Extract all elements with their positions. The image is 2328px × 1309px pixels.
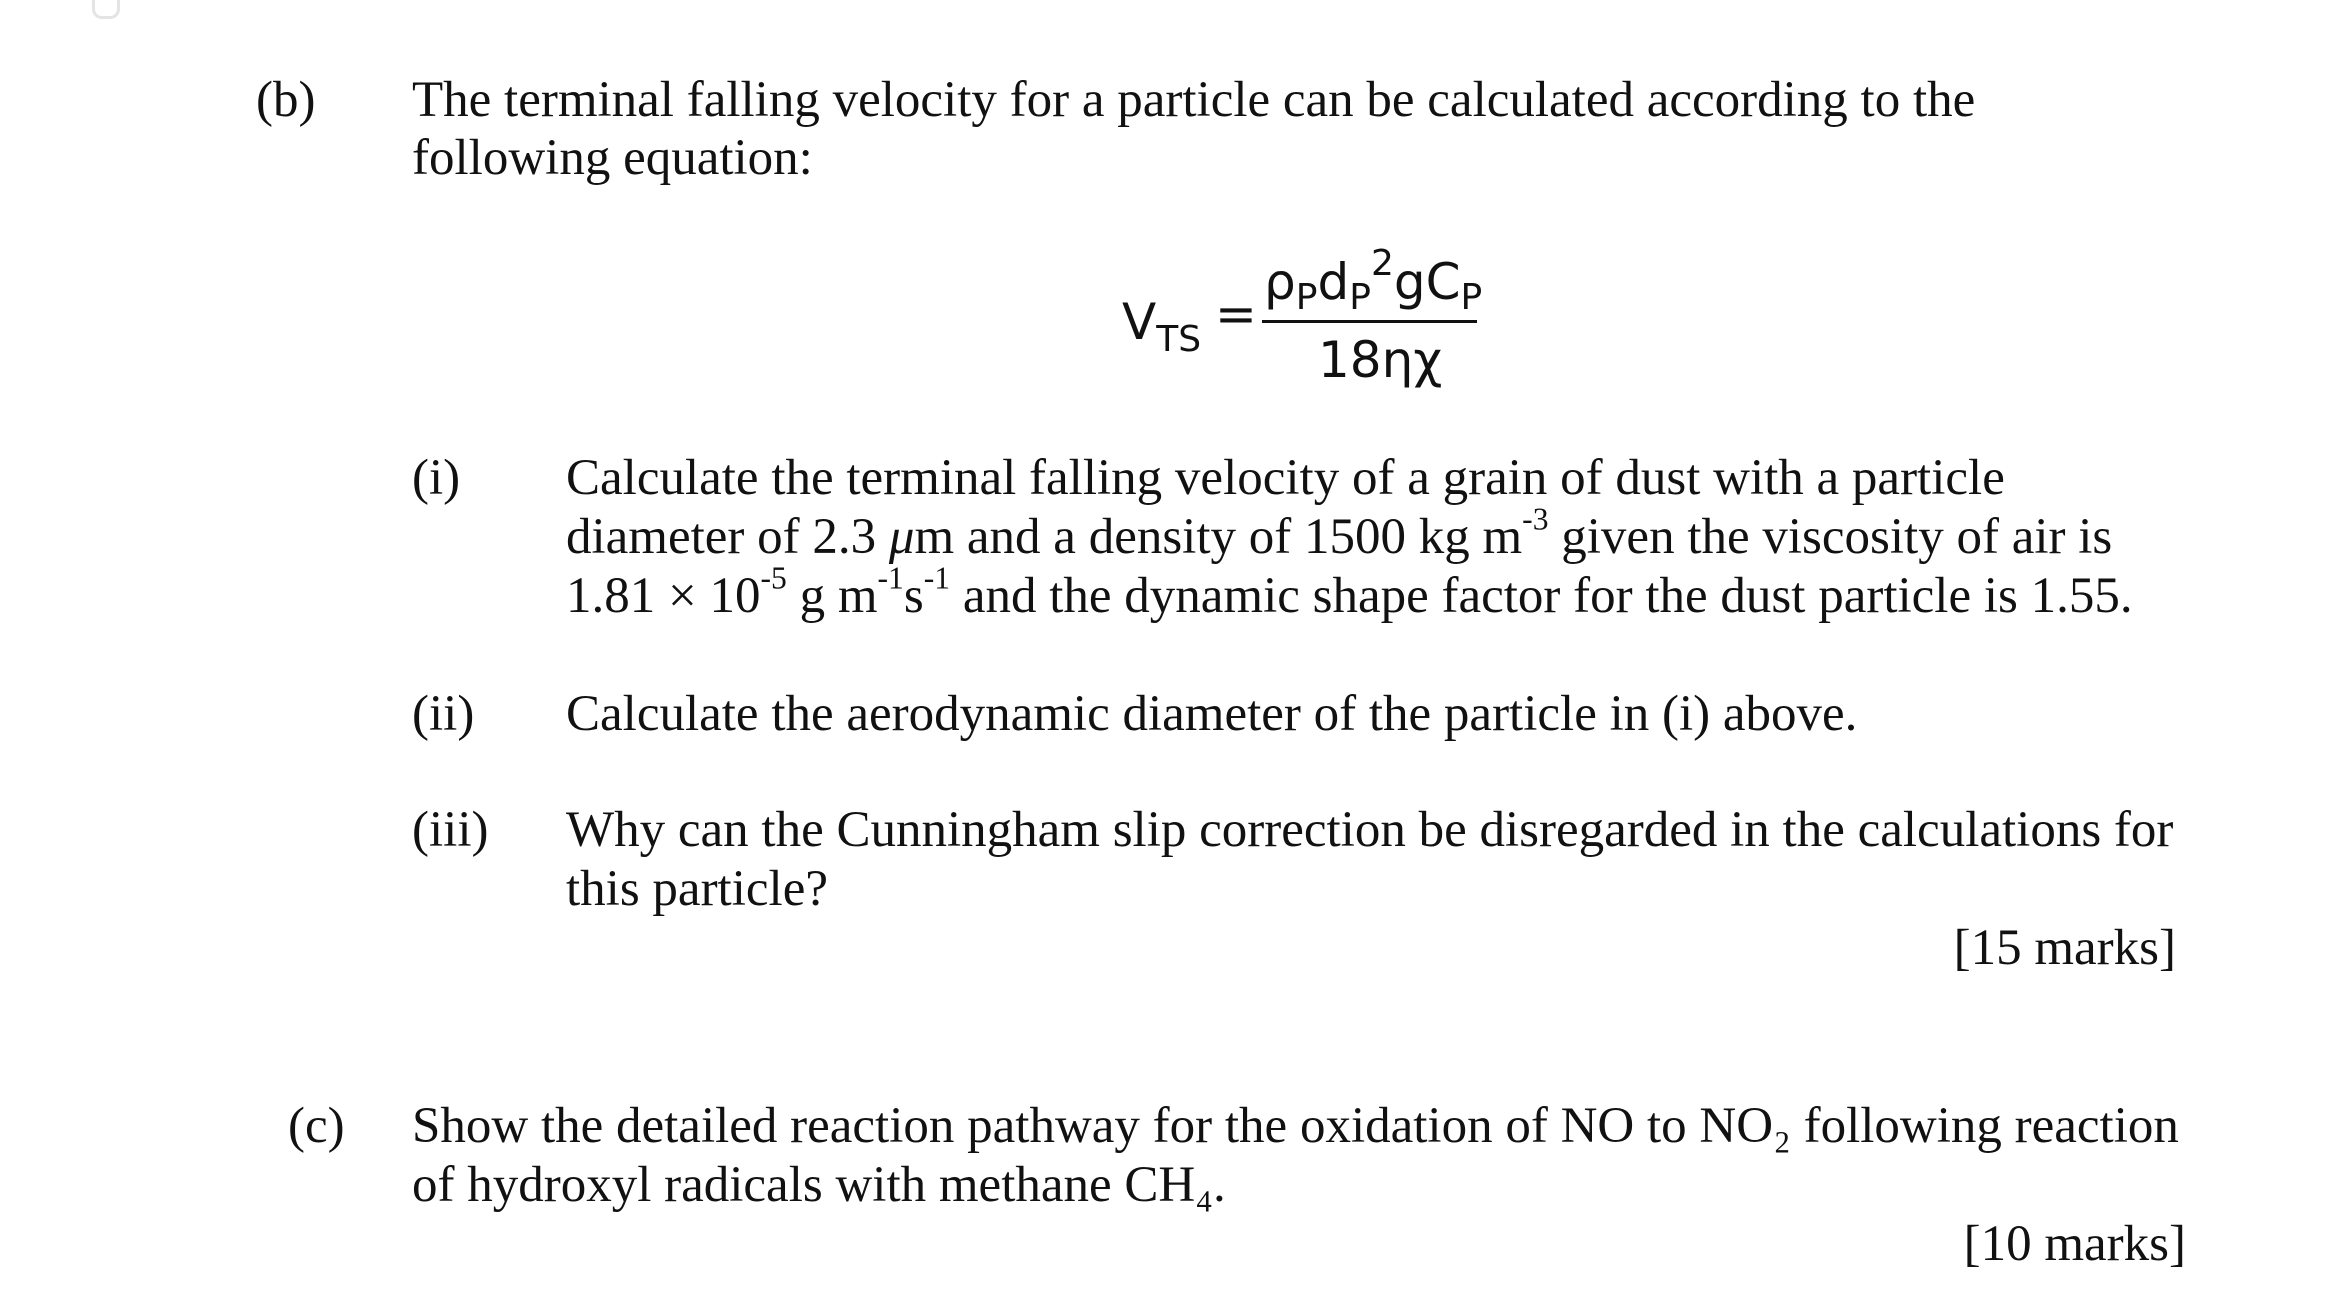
line3-text-c: s (903, 568, 924, 624)
numerator-g: g (1393, 253, 1426, 311)
part-c-marks: [10 marks] (1963, 1216, 2186, 1272)
part-b-intro-line2: following equation: (412, 130, 813, 186)
equation-lhs-subscript: TS (1156, 319, 1202, 360)
fraction-bar (1262, 320, 1477, 323)
question-iii-line1: Why can the Cunningham slip correction be disregarded in the calculations for (566, 802, 2174, 858)
equation-numerator (1264, 243, 1483, 324)
part-c-line2: of hydroxyl radicals with methane CH₄. (412, 1157, 1226, 1213)
part-c-line1: Show the detailed reaction pathway for the oxidation of NO to NO₂ following reaction (412, 1098, 2179, 1154)
question-ii-label: (ii) (412, 686, 475, 742)
question-ii-line1: Calculate the aerodynamic diameter of the particle in (i) above. (566, 686, 1858, 742)
line3-text-b: g m (786, 568, 878, 624)
numerator-d-sub: P (1349, 277, 1371, 318)
numerator-d: d (1317, 253, 1350, 311)
question-i-line3 (566, 560, 2133, 626)
line2-text-a: diameter of 2.3 (566, 509, 889, 565)
numerator-d-sup: 2 (1370, 243, 1394, 284)
equation-equals: = (1215, 285, 1257, 343)
question-i-line1: Calculate the terminal falling velocity of a grain of dust with a particle (566, 450, 2005, 506)
question-iii-line2: this particle? (566, 861, 828, 917)
equation-lhs-v: V (1122, 293, 1157, 351)
question-i-label: (i) (412, 450, 461, 506)
line2-sup: -3 (1522, 501, 1549, 537)
numerator-rho-sub: P (1295, 277, 1318, 318)
equation-lhs (1122, 292, 1201, 364)
numerator-c: C (1425, 253, 1461, 311)
line3-sup3: -1 (923, 560, 951, 596)
line3-text-d: and the dynamic shape factor for the dust particle is 1.55. (950, 568, 2133, 624)
part-c-label: (c) (288, 1098, 345, 1154)
part-b-marks: [15 marks] (1953, 920, 2176, 976)
line3-text-a: 1.81 × 10 (566, 568, 761, 624)
question-i-line2 (566, 501, 2113, 567)
line2-mu: μ (888, 509, 915, 565)
question-iii-label: (iii) (412, 802, 489, 858)
equation-denominator: 18ηχ (1318, 331, 1443, 389)
numerator-c-sub: P (1460, 277, 1483, 318)
line2-text-b: m and a density of 1500 kg m (914, 509, 1523, 565)
part-b-intro-line1: The terminal falling velocity for a particle can be calculated according to the (412, 72, 1976, 128)
line3-sup2: -1 (877, 560, 904, 596)
page-corner-mark (92, 0, 120, 19)
part-b-label: (b) (256, 72, 316, 128)
numerator-rho: ρ (1264, 253, 1296, 311)
line3-sup1: -5 (760, 560, 787, 596)
line2-text-c: given the viscosity of air is (1548, 509, 2113, 565)
